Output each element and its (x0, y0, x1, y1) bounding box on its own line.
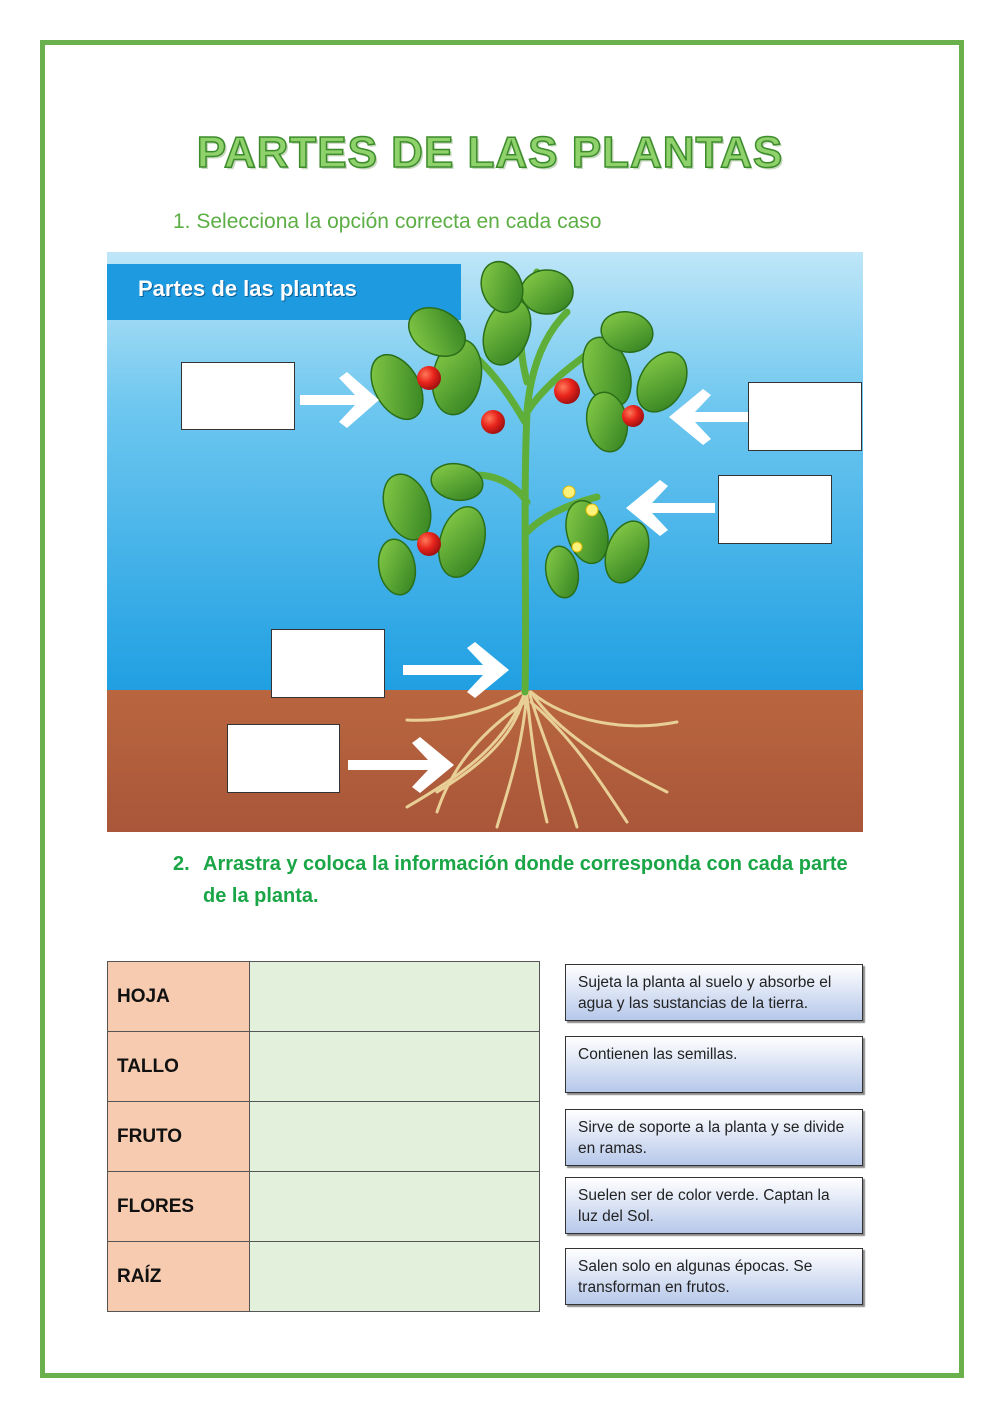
draggable-card[interactable]: Suelen ser de color verde. Captan la luz del Sol. (565, 1177, 863, 1234)
label-box-flower[interactable] (718, 475, 832, 544)
table-row (108, 1172, 540, 1242)
drop-zone-flores[interactable] (250, 1172, 540, 1242)
drop-zone-hoja[interactable] (250, 962, 540, 1032)
plant-diagram (107, 252, 863, 832)
table-row (108, 1032, 540, 1102)
page-title: PARTES DE LAS PLANTAS (196, 128, 784, 177)
instruction-2-text: Arrastra y coloca la información donde corresponda con cada parte de la planta. (203, 853, 848, 907)
draggable-card[interactable]: Sujeta la planta al suelo y absorbe el agua y las sustancias de la tierra. (565, 964, 863, 1021)
table-row (108, 1242, 540, 1312)
label-box-stem[interactable] (271, 629, 385, 698)
draggable-card[interactable]: Sirve de soporte a la planta y se divide en ramas. (565, 1109, 863, 1166)
draggable-card[interactable]: Contienen las semillas. (565, 1036, 863, 1093)
diagram-banner-title: Partes de las plantas (138, 276, 357, 301)
row-label-fruto: FRUTO (108, 1102, 250, 1172)
label-box-leaf[interactable] (181, 362, 295, 430)
instruction-1: 1. Selecciona la opción correcta en cada caso (173, 210, 602, 233)
table-row (108, 962, 540, 1032)
matching-table (107, 961, 540, 1312)
label-box-fruit[interactable] (748, 382, 862, 451)
drop-zone-fruto[interactable] (250, 1102, 540, 1172)
instruction-2 (173, 848, 863, 912)
draggable-card[interactable]: Salen solo en algunas épocas. Se transforman en frutos. (565, 1248, 863, 1305)
row-label-tallo: TALLO (108, 1032, 250, 1102)
row-label-flores: FLORES (108, 1172, 250, 1242)
row-label-hoja: HOJA (108, 962, 250, 1032)
label-box-root[interactable] (227, 724, 340, 793)
drop-zone-raiz[interactable] (250, 1242, 540, 1312)
table-row (108, 1102, 540, 1172)
row-label-raiz: RAÍZ (108, 1242, 250, 1312)
drop-zone-tallo[interactable] (250, 1032, 540, 1102)
instruction-2-number: 2. (173, 853, 190, 875)
